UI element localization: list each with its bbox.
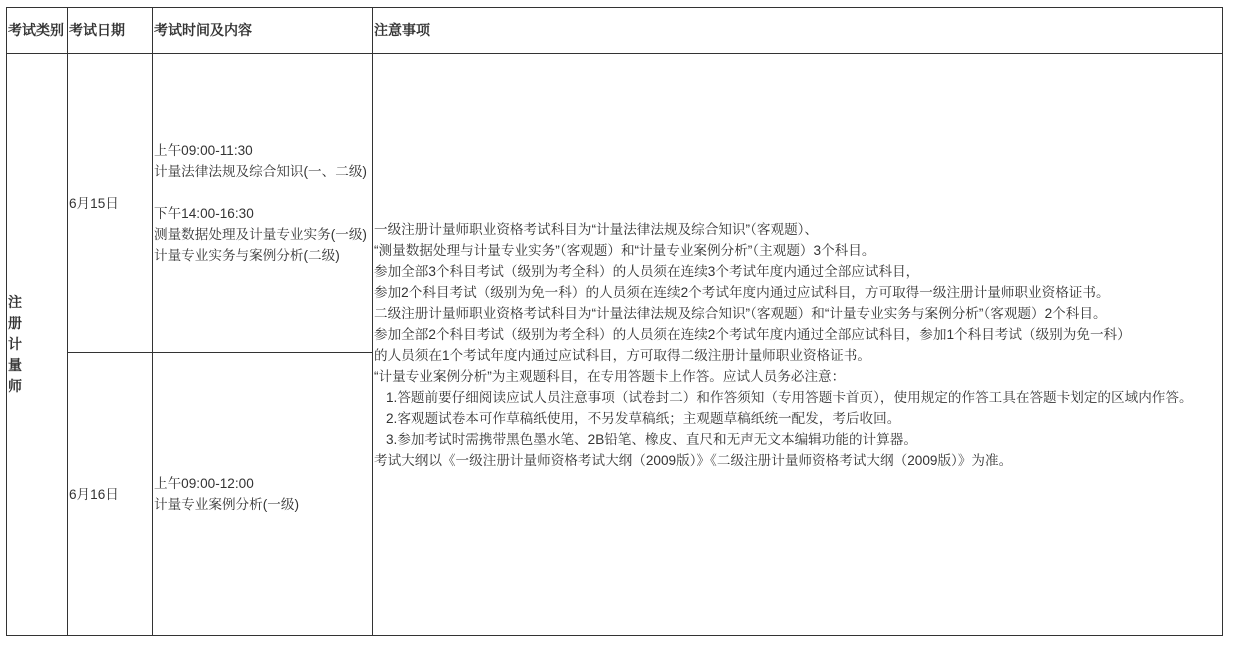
note-line: 1.答题前要仔细阅读应试人员注意事项（试卷封二）和作答须知（专用答题卡首页），使用规定的作答工具在答题卡划定的区域内作答。 (386, 389, 1193, 405)
note-line: 3.参加考试时需携带黑色墨水笔、2B铅笔、橡皮、直尺和无声无文本编辑功能的计算器。 (386, 431, 917, 447)
session-block (154, 203, 371, 266)
session-subject: 计量法律法规及综合知识(一、二级) (154, 164, 367, 179)
exam-sessions-cell (153, 353, 373, 636)
note-line: 参加2个科目考试（级别为免一科）的人员须在连续2个考试年度内通过应试科目，方可取得一级注册计量师职业资格证书。 (374, 284, 1110, 300)
header-exam-category: 考试类别 (7, 8, 68, 54)
header-row (7, 8, 1223, 54)
header-exam-date: 考试日期 (68, 8, 153, 54)
note-line: 的人员须在1个考试年度内通过应试科目，方可取得二级注册计量师职业资格证书。 (374, 347, 871, 363)
exam-schedule-table (6, 7, 1223, 636)
session-time: 上午09:00-12:00 (154, 476, 254, 491)
table-row (7, 54, 1223, 353)
exam-date: 6月15日 (69, 195, 119, 211)
note-line: “计量专业案例分析”为主观题科目，在专用答题卡上作答。应试人员务必注意： (374, 368, 846, 384)
notes-list (374, 219, 1221, 471)
exam-category-cell (7, 54, 68, 636)
exam-date-cell (68, 353, 153, 636)
note-line: 一级注册计量师职业资格考试科目为“计量法律法规及综合知识”（客观题）、 (374, 221, 819, 237)
header-exam-time-content: 考试时间及内容 (153, 8, 373, 54)
exam-category-name: 注册计量师 (8, 294, 22, 394)
note-line: “测量数据处理与计量专业实务”（客观题）和“计量专业案例分析”（主观题）3个科目。 (374, 242, 876, 258)
session-time: 上午09:00-11:30 (154, 143, 253, 158)
note-line: 二级注册计量师职业资格考试科目为“计量法律法规及综合知识”（客观题）和“计量专业实务与案例分析”（客观题）2个科目。 (374, 305, 1107, 321)
note-line: 考试大纲以《一级注册计量师资格考试大纲（2009版）》《二级注册计量师资格考试大纲（2009版）》为准。 (374, 452, 1013, 468)
session-block (154, 140, 371, 182)
session-subject: 计量专业实务与案例分析(二级) (154, 248, 340, 263)
exam-date-cell (68, 54, 153, 353)
note-line: 参加全部3个科目考试（级别为考全科）的人员须在连续3个考试年度内通过全部应试科目， (374, 263, 920, 279)
note-line: 2.客观题试卷本可作草稿纸使用，不另发草稿纸；主观题草稿纸统一配发，考后收回。 (386, 410, 901, 426)
session-subject: 测量数据处理及计量专业实务(一级) (154, 227, 367, 242)
session-block (154, 473, 371, 515)
exam-date: 6月16日 (69, 486, 119, 502)
notes-cell (373, 54, 1223, 636)
session-subject: 计量专业案例分析(一级) (154, 497, 299, 512)
header-notes: 注意事项 (373, 8, 1223, 54)
note-line: 参加全部2个科目考试（级别为考全科）的人员须在连续2个考试年度内通过全部应试科目，参加1个科目考试（级别为免一科） (374, 326, 1131, 342)
exam-sessions-cell (153, 54, 373, 353)
session-time: 下午14:00-16:30 (154, 206, 254, 221)
